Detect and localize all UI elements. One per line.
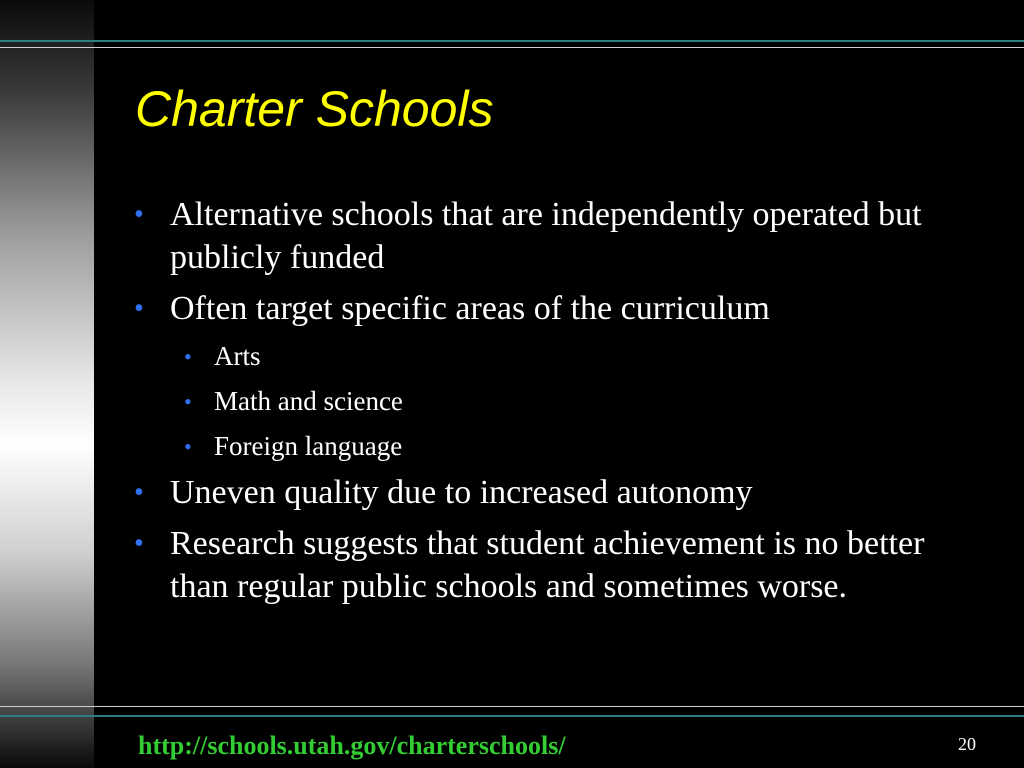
bottom-rule-light bbox=[0, 706, 1024, 707]
bullet-icon: • bbox=[134, 199, 144, 230]
page-number: 20 bbox=[958, 734, 976, 754]
bullet-icon: • bbox=[134, 477, 144, 508]
bullet-icon: • bbox=[134, 528, 144, 559]
footer-link[interactable]: http://schools.utah.gov/charterschools/ bbox=[138, 731, 566, 760]
sub-bullet-text: Foreign language bbox=[214, 431, 403, 461]
bottom-rule-teal bbox=[0, 715, 1024, 717]
bullet-item bbox=[130, 193, 970, 279]
slide-body bbox=[130, 193, 970, 616]
bullet-text: Uneven quality due to increased autonomy bbox=[170, 474, 753, 511]
bullet-text: Research suggests that student achievement is no better than regular public schools and sometimes worse. bbox=[170, 525, 925, 605]
sub-bullet-text: Arts bbox=[214, 341, 261, 371]
slide-title: Charter Schools bbox=[135, 81, 494, 137]
bullet-text: Alternative schools that are independently operated but publicly funded bbox=[170, 196, 922, 276]
sub-bullet-item bbox=[170, 334, 970, 379]
bullet-list bbox=[130, 193, 970, 608]
bullet-item bbox=[130, 522, 970, 608]
sub-bullet-icon: • bbox=[184, 434, 192, 459]
sub-bullet-item bbox=[170, 379, 970, 424]
bullet-text: Often target specific areas of the curriculum bbox=[170, 290, 770, 327]
sub-bullet-text: Math and science bbox=[214, 386, 403, 416]
sub-bullet-icon: • bbox=[184, 389, 192, 414]
bullet-item bbox=[130, 287, 970, 469]
bullet-icon: • bbox=[134, 293, 144, 324]
bullet-item bbox=[130, 471, 970, 514]
sub-bullet-list bbox=[170, 334, 970, 469]
sub-bullet-item bbox=[170, 424, 970, 469]
gradient-side-bar bbox=[0, 0, 94, 768]
top-rule-light bbox=[0, 47, 1024, 48]
sub-bullet-icon: • bbox=[184, 344, 192, 369]
top-rule-teal bbox=[0, 40, 1024, 42]
